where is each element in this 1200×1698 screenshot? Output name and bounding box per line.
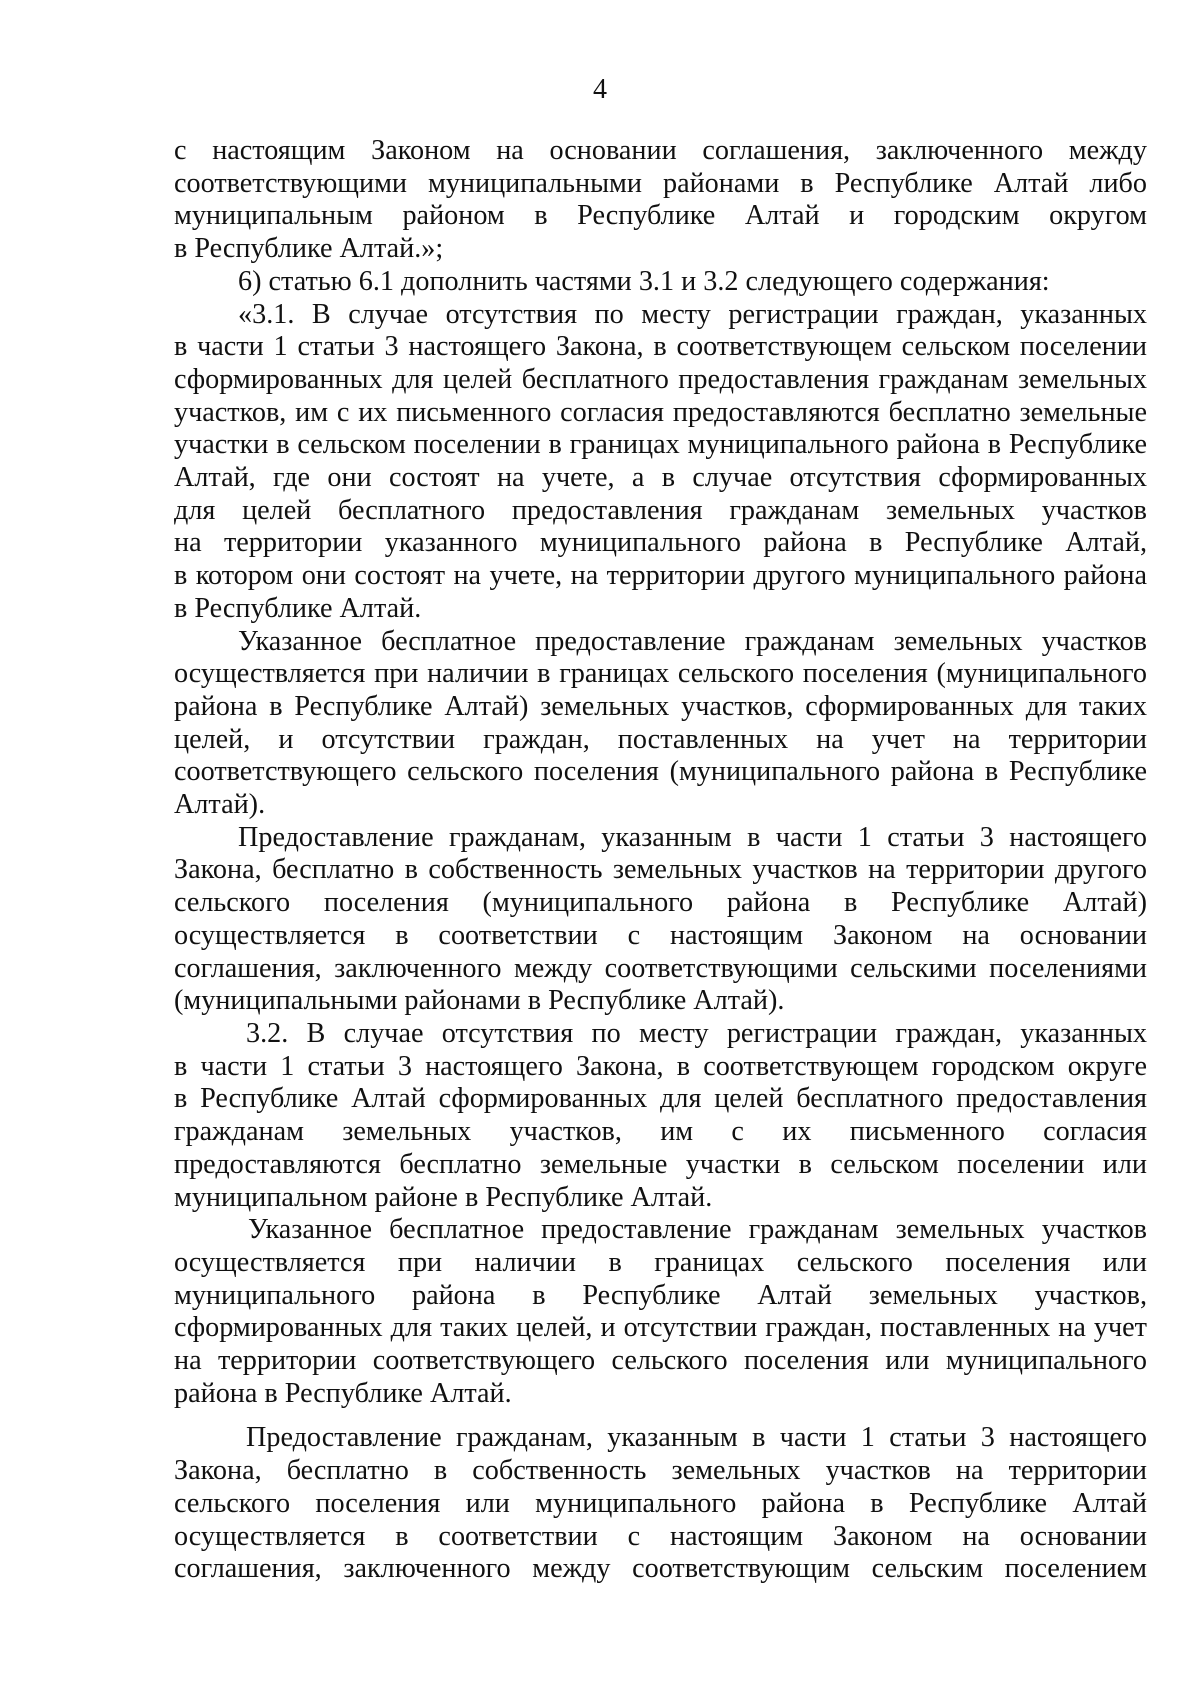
text-line: Алтай). bbox=[174, 789, 266, 821]
text-line: Указанное бесплатное предоставление гражданам земельных участков bbox=[248, 1214, 1147, 1246]
text-line: муниципальным районом в Республике Алтай и городским округом bbox=[174, 200, 1147, 232]
paragraph-provision-other-2 bbox=[174, 1422, 1147, 1586]
text-line: соответствующего сельского поселения (муниципального района в Республике bbox=[174, 756, 1147, 788]
text-line: 6) статью 6.1 дополнить частями 3.1 и 3.2 следующего содержания: bbox=[238, 265, 1050, 297]
page-number: 4 bbox=[593, 74, 607, 105]
text-line: в части 1 статьи 3 настоящего Закона, в соответствующем сельском поселении bbox=[174, 331, 1147, 363]
text-line: муниципальном районе в Республике Алтай. bbox=[174, 1181, 713, 1213]
text-line: соглашения, заключенного между соответствующими сельскими поселениями bbox=[174, 952, 1147, 984]
text-line: Указанное бесплатное предоставление гражданам земельных участков bbox=[238, 625, 1147, 657]
text-line: (муниципальными районами в Республике Алтай). bbox=[174, 985, 785, 1017]
text-line: муниципального района в Республике Алтай земельных участков, bbox=[174, 1279, 1147, 1311]
text-line: предоставляются бесплатно земельные участки в сельском поселении или bbox=[174, 1148, 1147, 1180]
text-line: Алтай, где они состоят на учете, а в случае отсутствия сформированных bbox=[174, 462, 1147, 494]
text-line: целей, и отсутствии граждан, поставленных на учет на территории bbox=[174, 723, 1147, 755]
text-line: для целей бесплатного предоставления гражданам земельных участков bbox=[174, 494, 1147, 526]
text-line: соответствующими муниципальными районами в Республике Алтай либо bbox=[174, 167, 1147, 199]
paragraph-free-provision-1 bbox=[174, 626, 1147, 822]
text-line: района в Республике Алтай) земельных участков, сформированных для таких bbox=[174, 690, 1147, 722]
paragraph-part-3-2 bbox=[174, 1018, 1147, 1214]
text-line: на территории указанного муниципального района в Республике Алтай, bbox=[174, 527, 1147, 559]
text-line: «3.1. В случае отсутствия по месту регистрации граждан, указанных bbox=[238, 298, 1147, 330]
text-line: сельского поселения (муниципального района в Республике Алтай) bbox=[174, 887, 1147, 919]
text-line: района в Республике Алтай. bbox=[174, 1377, 512, 1409]
text-line: в Республике Алтай сформированных для целей бесплатного предоставления bbox=[174, 1083, 1147, 1115]
text-line: участки в сельском поселении в границах муниципального района в Республике bbox=[174, 429, 1147, 461]
text-line: Предоставление гражданам, указанным в части 1 статьи 3 настоящего bbox=[238, 821, 1147, 853]
text-line: в Республике Алтай.»; bbox=[174, 233, 444, 265]
text-line: Предоставление гражданам, указанным в части 1 статьи 3 настоящего bbox=[246, 1422, 1147, 1454]
text-line: Закона, бесплатно в собственность земельных участков на территории bbox=[174, 1455, 1147, 1487]
text-line: осуществляется при наличии в границах сельского поселения (муниципального bbox=[174, 658, 1147, 690]
text-line: соглашения, заключенного между соответствующим сельским поселением bbox=[174, 1553, 1147, 1585]
text-line: на территории соответствующего сельского поселения или муниципального bbox=[174, 1345, 1147, 1377]
text-line: осуществляется при наличии в границах сельского поселения или bbox=[174, 1246, 1147, 1278]
text-line: гражданам земельных участков, им с их письменного согласия bbox=[174, 1116, 1147, 1148]
paragraph-free-provision-2 bbox=[174, 1214, 1147, 1410]
document-body bbox=[174, 135, 1147, 1586]
text-line: сформированных для таких целей, и отсутствии граждан, поставленных на учет bbox=[174, 1312, 1147, 1344]
text-line: в части 1 статьи 3 настоящего Закона, в соответствующем городском округе bbox=[174, 1050, 1147, 1082]
paragraph-continuation bbox=[174, 135, 1147, 266]
text-line: с настоящим Законом на основании соглашения, заключенного между bbox=[174, 135, 1147, 166]
text-line: сельского поселения или муниципального района в Республике Алтай bbox=[174, 1487, 1147, 1519]
text-line: осуществляется в соответствии с настоящим Законом на основании bbox=[174, 919, 1147, 951]
text-line: Закона, бесплатно в собственность земельных участков на территории другого bbox=[174, 854, 1147, 886]
text-line: сформированных для целей бесплатного предоставления гражданам земельных bbox=[174, 363, 1147, 395]
text-line: в котором они состоят на учете, на территории другого муниципального района bbox=[174, 560, 1147, 592]
paragraph-item-6 bbox=[174, 266, 1147, 299]
paragraph-provision-other-1 bbox=[174, 822, 1147, 1018]
text-line: 3.2. В случае отсутствия по месту регистрации граждан, указанных bbox=[246, 1017, 1147, 1049]
text-line: в Республике Алтай. bbox=[174, 592, 422, 624]
text-line: осуществляется в соответствии с настоящим Законом на основании bbox=[174, 1520, 1147, 1552]
text-line: участков, им с их письменного согласия предоставляются бесплатно земельные bbox=[174, 396, 1147, 428]
paragraph-part-3-1 bbox=[174, 299, 1147, 626]
